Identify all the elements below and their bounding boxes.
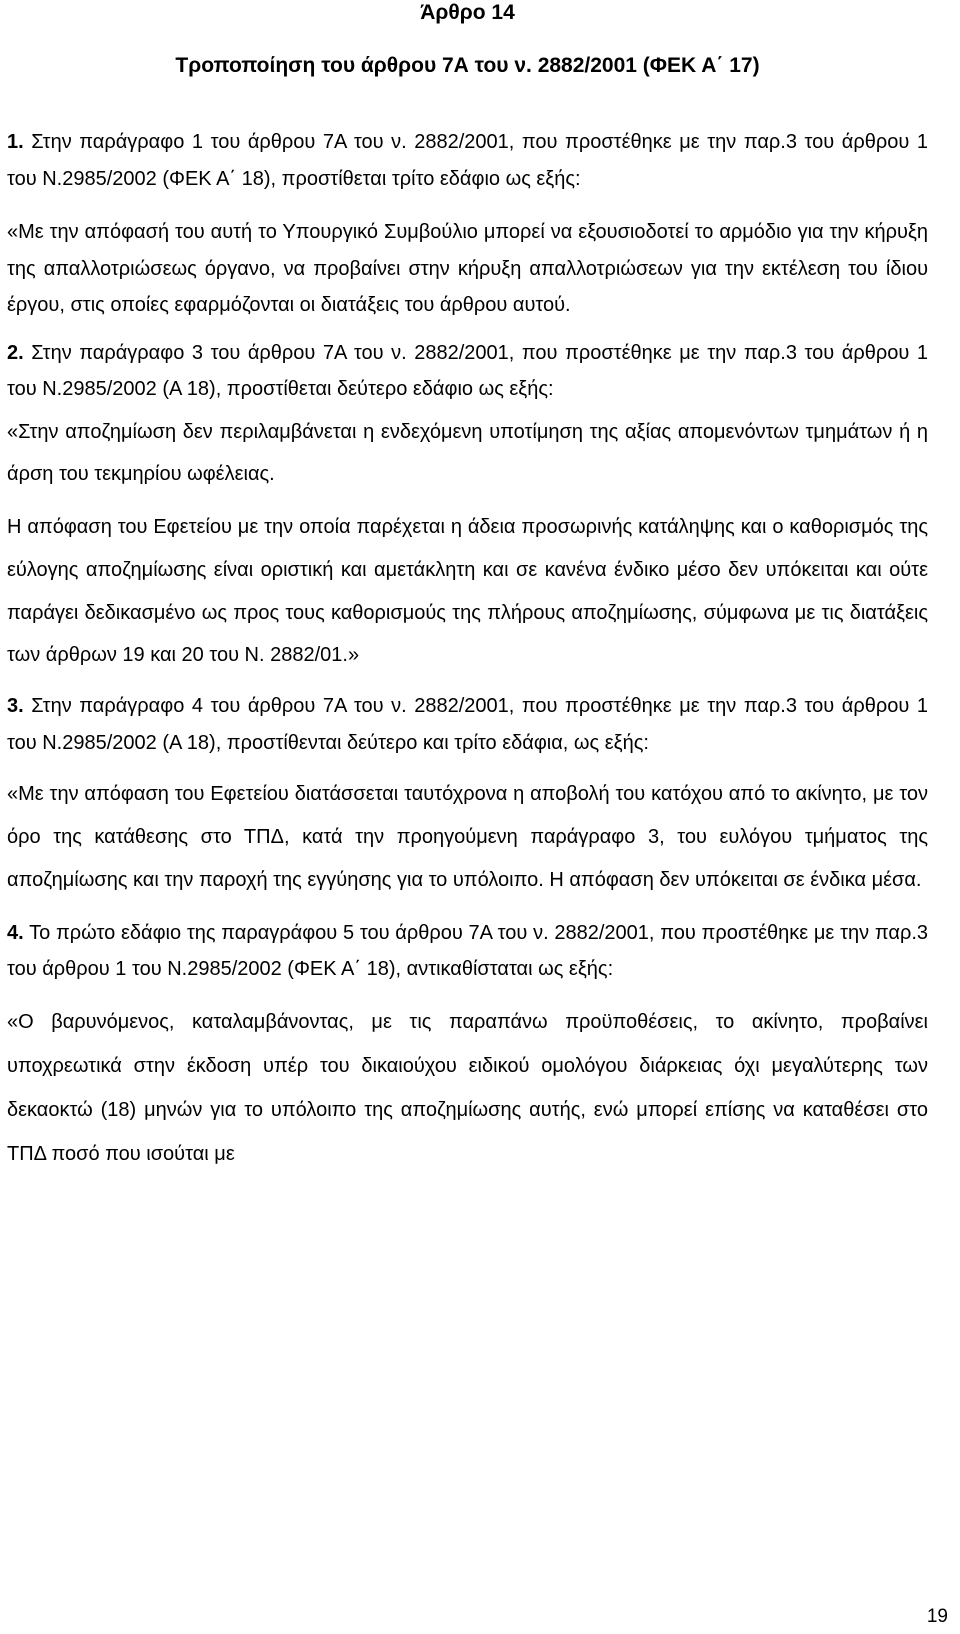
paragraph-number: 2. [7,341,24,364]
paragraph-quote-4: «Ο βαρυνόμενος, καταλαμβάνοντας, με τις παραπάνω προϋποθέσεις, το ακίνητο, προβαίνει υποχρεωτικά στην έκδοση υπέρ του δικαιούχου ειδικού ομολόγου διάρκειας όχι μεγαλύτερης των δεκαοκτώ (18) μηνών για το υπόλοιπο της αποζημίωσης αυτής, ενώ μπορεί επίσης να καταθέσει στο ΤΠΔ ποσό που ισούται με [7,1010,928,1166]
paragraph-2 [7,335,928,408]
paragraph-number: 1. [7,131,24,153]
paragraph-text: Στην παράγραφο 4 του άρθρου 7Α του ν. 2882/2001, που προστέθηκε με την παρ.3 του άρθρου 1 του Ν.2985/2002 (Α 18), προστίθενται δεύτερο και τρίτο εδάφια, ως εξής: [7,695,928,754]
paragraph-number: 4. [7,921,24,944]
article-subtitle: Τροποποίηση του άρθρου 7Α του ν. 2882/2001 (ΦΕΚ Α΄ 17) [175,54,760,77]
paragraph-quote-1: «Με την απόφασή του αυτή το Υπουργικό Συμβούλιο μπορεί να εξουσιοδοτεί το αρμόδιο για την κήρυξη της απαλλοτριώσεως όργανο, να προβαίνει στην κήρυξη απαλλοτριώσεων για την εκτέλεση του ίδιου έργου, στις οποίες εφαρμόζονται οι διατάξεις του άρθρου αυτού. [7,221,928,316]
document-page [7,0,928,1176]
paragraph-quote-2-continued: Η απόφαση του Εφετείου με την οποία παρέχεται η άδεια προσωρινής κατάληψης και ο καθορισμός της εύλογης αποζημίωσης είναι οριστική και αμετάκλητη και σε κανένα ένδικο μέσο δεν υπόκειται και ούτε παράγει δεδικασμένο ως προς τους καθορισμούς της πλήρους αποζημίωσης, σύμφωνα με τις διατάξεις των άρθρων 19 και 20 του Ν. 2882/01.» [7,516,928,667]
paragraph-3 [7,688,928,761]
article-title: Άρθρο 14 [420,1,515,24]
paragraph-1 [7,124,928,197]
page-number: 19 [926,1606,948,1627]
paragraph-text: Στην παράγραφο 3 του άρθρου 7Α του ν. 2882/2001, που προστέθηκε με την παρ.3 του άρθρου 1 του Ν.2985/2002 (Α 18), προστίθεται δεύτερο εδάφιο ως εξής: [7,341,928,400]
paragraph-4 [7,915,928,988]
paragraph-number: 3. [7,695,24,718]
paragraph-text: Στην παράγραφο 1 του άρθρου 7Α του ν. 2882/2001, που προστέθηκε με την παρ.3 του άρθρου 1 του Ν.2985/2002 (ΦΕΚ Α΄ 18), προστίθεται τρίτο εδάφιο ως εξής: [7,131,928,190]
paragraph-quote-3: «Με την απόφαση του Εφετείου διατάσσεται ταυτόχρονα η αποβολή του κατόχου από το ακίνητο, με τον όρο της κατάθεσης στο ΤΠΔ, κατά την προηγούμενη παράγραφο 3, του ευλόγου τμήματος της αποζημίωσης και την παροχή της εγγύησης για το υπόλοιπο. Η απόφαση δεν υπόκειται σε ένδικα μέσα. [7,783,928,891]
paragraph-quote-2: «Στην αποζημίωση δεν περιλαμβάνεται η ενδεχόμενη υποτίμηση της αξίας απομενόντων τμημάτων ή η άρση του τεκμηρίου ωφέλειας. [7,420,928,486]
paragraph-text: Το πρώτο εδάφιο της παραγράφου 5 του άρθρου 7Α του ν. 2882/2001, που προστέθηκε με την παρ.3 του άρθρου 1 του Ν.2985/2002 (ΦΕΚ Α΄ 18), αντικαθίσταται ως εξής: [7,921,928,981]
